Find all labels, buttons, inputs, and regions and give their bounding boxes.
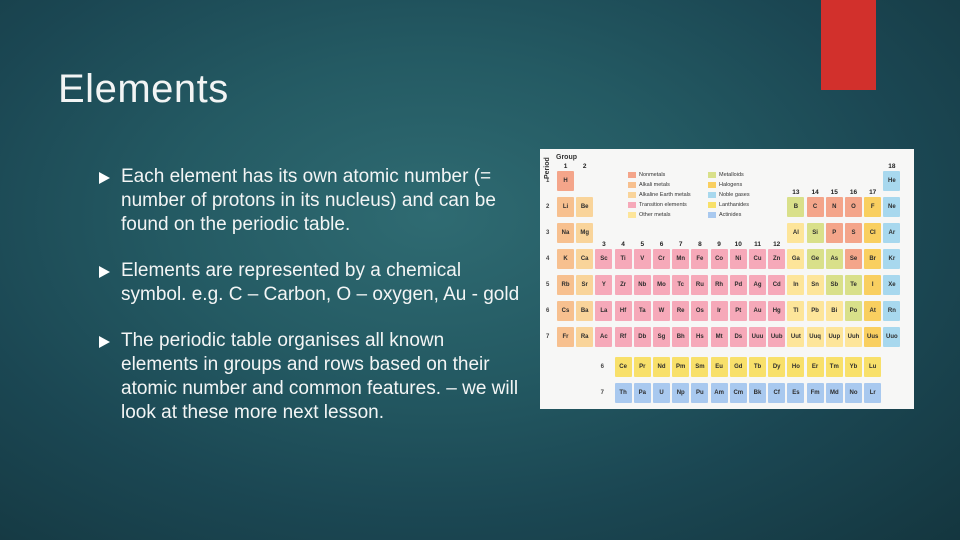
element-cell: W	[653, 301, 670, 321]
element-cell: Pa	[634, 383, 651, 403]
element-cell: Hf	[615, 301, 632, 321]
group-number: 13	[792, 189, 800, 196]
element-cell: Fe	[691, 249, 708, 269]
element-cell: Cd	[768, 275, 785, 295]
element-cell: Au	[749, 301, 766, 321]
legend-item	[628, 211, 670, 219]
element-cell: Ir	[711, 301, 728, 321]
element-cell: B	[787, 197, 804, 217]
element-cell: Sn	[807, 275, 824, 295]
group-number: 8	[698, 241, 702, 248]
element-cell: Uub	[768, 327, 785, 347]
group-number: 12	[773, 241, 781, 248]
period-number: 6	[600, 364, 604, 370]
element-cell: La	[595, 301, 612, 321]
legend-item	[708, 171, 744, 179]
bullet-text: Elements are represented by a chemical symbol. e.g. C – Carbon, O – oxygen, Au - gold	[121, 260, 520, 305]
element-cell: Ra	[576, 327, 593, 347]
element-cell: Se	[845, 249, 862, 269]
legend-swatch	[708, 212, 716, 218]
group-number: 17	[869, 189, 877, 196]
element-cell: Mo	[653, 275, 670, 295]
element-cell: Am	[711, 383, 728, 403]
element-cell: Pr	[634, 357, 651, 377]
element-cell: Bk	[749, 383, 766, 403]
period-number: 1	[546, 178, 550, 184]
element-cell: Db	[634, 327, 651, 347]
accent-bar	[821, 0, 876, 90]
element-cell: Zn	[768, 249, 785, 269]
element-cell: U	[653, 383, 670, 403]
element-cell: Es	[787, 383, 804, 403]
element-cell: Sr	[576, 275, 593, 295]
legend-label: Noble gases	[719, 192, 750, 198]
element-cell: Ca	[576, 249, 593, 269]
period-number: 5	[546, 282, 550, 288]
element-cell: P	[826, 223, 843, 243]
element-cell: Rn	[883, 301, 900, 321]
element-cell: Ti	[615, 249, 632, 269]
legend-item	[708, 191, 750, 199]
legend-swatch	[628, 182, 636, 188]
group-number: 5	[640, 241, 645, 248]
legend-item	[628, 171, 665, 179]
element-cell: Dy	[768, 357, 785, 377]
element-cell: Hg	[768, 301, 785, 321]
legend-item	[708, 211, 741, 219]
element-cell: Ce	[615, 357, 632, 377]
element-cell: Po	[845, 301, 862, 321]
bullet-arrow-icon	[99, 336, 110, 348]
element-cell: Be	[576, 197, 593, 217]
legend-swatch	[708, 172, 716, 178]
element-cell: Fr	[557, 327, 574, 347]
period-number: 4	[546, 256, 550, 262]
element-cell: Nb	[634, 275, 651, 295]
legend-item	[628, 201, 687, 209]
legend-label: Actinides	[719, 212, 742, 218]
group-number: 1	[563, 163, 568, 170]
element-cell: Xe	[883, 275, 900, 295]
element-cell: Lu	[864, 357, 881, 377]
period-number: 6	[546, 308, 550, 314]
element-cell: K	[557, 249, 574, 269]
element-cell: Bh	[672, 327, 689, 347]
legend-label: Alkaline Earth metals	[639, 192, 691, 198]
element-cell: Na	[557, 223, 574, 243]
element-cell: Er	[807, 357, 824, 377]
legend-swatch	[708, 192, 716, 198]
element-cell: Zr	[615, 275, 632, 295]
element-cell: Sg	[653, 327, 670, 347]
element-cell: In	[787, 275, 804, 295]
element-cell: Li	[557, 197, 574, 217]
element-cell: Pd	[730, 275, 747, 295]
element-cell: Pt	[730, 301, 747, 321]
element-cell: Ru	[691, 275, 708, 295]
element-cell: Sm	[691, 357, 708, 377]
legend-label: Alkali metals	[639, 182, 670, 188]
element-cell: V	[634, 249, 651, 269]
element-cell: Uut	[787, 327, 804, 347]
group-number: 7	[678, 241, 683, 248]
element-cell: Tb	[749, 357, 766, 377]
group-number: 18	[888, 163, 896, 170]
element-cell: Yb	[845, 357, 862, 377]
element-cell: Tm	[826, 357, 843, 377]
element-cell: Eu	[711, 357, 728, 377]
group-number: 11	[754, 241, 761, 248]
element-cell: Ba	[576, 301, 593, 321]
element-cell: Re	[672, 301, 689, 321]
legend-label: Other metals	[639, 212, 671, 218]
bullet-arrow-icon	[99, 266, 110, 278]
period-number: 2	[546, 204, 550, 210]
element-cell: Uup	[826, 327, 843, 347]
bullet-text: Each element has its own atomic number (= number of protons in its nucleus) and can be found on the periodic table.	[121, 166, 496, 235]
element-cell: Ac	[595, 327, 612, 347]
element-cell: Kr	[883, 249, 900, 269]
legend-swatch	[628, 192, 636, 198]
element-cell: Uuu	[749, 327, 766, 347]
legend-item	[628, 181, 670, 189]
element-cell: Gd	[730, 357, 747, 377]
group-number: 6	[659, 241, 664, 248]
legend-item	[708, 181, 742, 189]
element-cell: Uuo	[883, 327, 900, 347]
group-number: 14	[811, 189, 819, 196]
legend-label: Transition elements	[639, 202, 687, 208]
legend-swatch	[628, 172, 636, 178]
element-cell: Uuh	[845, 327, 862, 347]
legend-swatch	[628, 202, 636, 208]
legend-swatch	[628, 212, 636, 218]
element-cell: Rf	[615, 327, 632, 347]
element-cell: Pu	[691, 383, 708, 403]
element-cell: Br	[864, 249, 881, 269]
bullet-list	[96, 165, 526, 425]
legend-label: Nonmetals	[639, 172, 666, 178]
period-number: 7	[600, 390, 604, 396]
element-cell: Md	[826, 383, 843, 403]
element-cell: Ar	[883, 223, 900, 243]
period-axis-label: Period	[544, 157, 551, 179]
element-cell: N	[826, 197, 843, 217]
element-cell: Uuq	[807, 327, 824, 347]
legend-swatch	[708, 182, 716, 188]
legend-label: Halogens	[719, 182, 743, 188]
element-cell: Ds	[730, 327, 747, 347]
element-cell: F	[864, 197, 881, 217]
element-cell: Lr	[864, 383, 881, 403]
legend-swatch	[708, 202, 716, 208]
bullet-item	[96, 165, 526, 237]
element-cell: Cr	[653, 249, 670, 269]
slide-title: Elements	[58, 66, 229, 111]
group-number: 2	[582, 163, 587, 170]
group-number: 9	[717, 241, 721, 248]
element-cell: Ge	[807, 249, 824, 269]
group-axis-label: Group	[556, 154, 577, 161]
element-cell: H	[557, 171, 574, 191]
element-cell: Mn	[672, 249, 689, 269]
element-cell: Tc	[672, 275, 689, 295]
bullet-arrow-icon	[99, 172, 110, 184]
element-cell: Nd	[653, 357, 670, 377]
element-cell: C	[807, 197, 824, 217]
bullet-item	[96, 259, 526, 307]
element-cell: Y	[595, 275, 612, 295]
bullet-item	[96, 329, 526, 425]
element-cell: Cs	[557, 301, 574, 321]
element-cell: Sc	[595, 249, 612, 269]
legend-label: Lanthanides	[719, 202, 749, 208]
element-cell: At	[864, 301, 881, 321]
period-number: 3	[546, 230, 550, 236]
element-cell: Pb	[807, 301, 824, 321]
element-cell: Cl	[864, 223, 881, 243]
element-cell: Ag	[749, 275, 766, 295]
element-cell: Pm	[672, 357, 689, 377]
element-cell: Uus	[864, 327, 881, 347]
element-cell: Rh	[711, 275, 728, 295]
element-cell: Hs	[691, 327, 708, 347]
legend-item	[628, 191, 691, 199]
element-cell: Ta	[634, 301, 651, 321]
element-cell: Mg	[576, 223, 593, 243]
element-cell: As	[826, 249, 843, 269]
element-cell: Ni	[730, 249, 747, 269]
element-cell: Np	[672, 383, 689, 403]
group-number: 16	[849, 189, 858, 196]
periodic-table-image	[540, 149, 914, 409]
element-cell: Si	[807, 223, 824, 243]
element-cell: Th	[615, 383, 632, 403]
element-cell: Fm	[807, 383, 824, 403]
legend-label: Metalloids	[719, 172, 744, 178]
element-cell: O	[845, 197, 862, 217]
element-cell: Tl	[787, 301, 804, 321]
element-cell: Rb	[557, 275, 574, 295]
element-cell: No	[845, 383, 862, 403]
element-cell: Bi	[826, 301, 843, 321]
element-cell: Cf	[768, 383, 785, 403]
element-cell: Co	[711, 249, 728, 269]
bullet-text: The periodic table organises all known elements in groups and rows based on their atomic number and common features. – we will look at these more next lesson.	[121, 330, 519, 423]
group-number: 4	[621, 241, 625, 248]
element-cell: I	[864, 275, 881, 295]
element-cell: Cu	[749, 249, 766, 269]
element-cell: Ne	[883, 197, 900, 217]
group-number: 15	[830, 189, 838, 196]
group-number: 3	[602, 241, 606, 248]
element-cell: Cm	[730, 383, 747, 403]
element-cell: He	[883, 171, 900, 191]
legend-item	[708, 201, 749, 209]
element-cell: Al	[787, 223, 804, 243]
element-cell: Ho	[787, 357, 804, 377]
period-number: 7	[546, 334, 550, 340]
element-cell: Mt	[711, 327, 728, 347]
group-number: 10	[734, 241, 742, 248]
element-cell: Sb	[826, 275, 843, 295]
element-cell: Os	[691, 301, 708, 321]
element-cell: Te	[845, 275, 862, 295]
element-cell: S	[845, 223, 862, 243]
element-cell: Ga	[787, 249, 804, 269]
